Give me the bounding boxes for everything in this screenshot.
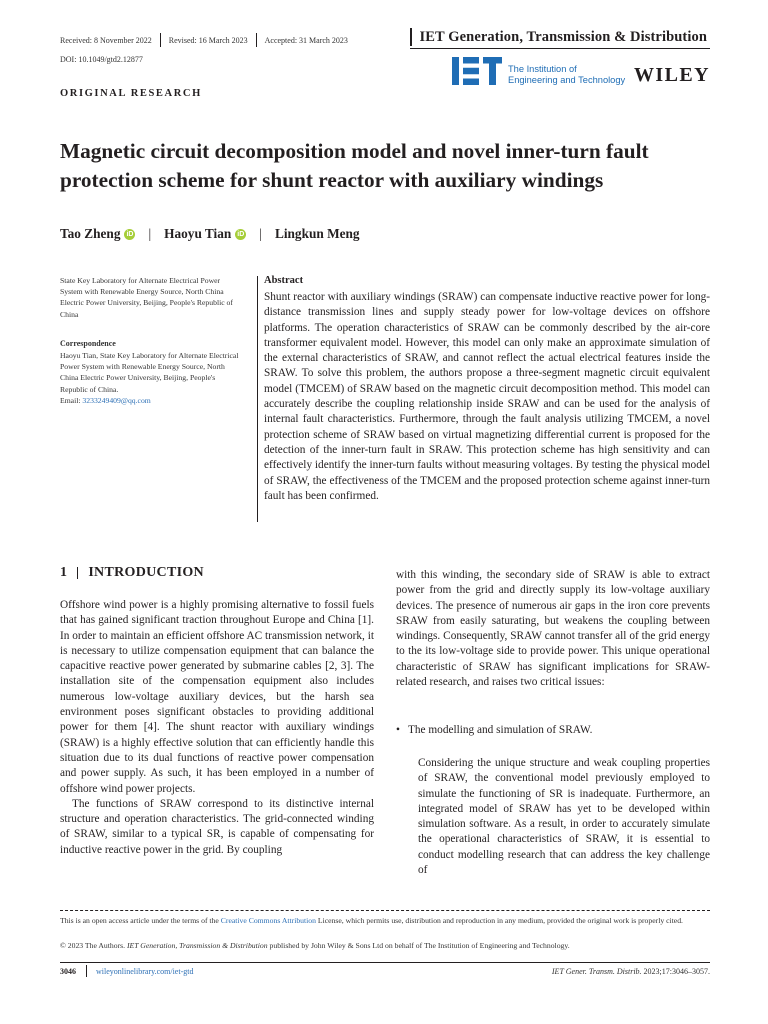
section-title: INTRODUCTION: [88, 565, 204, 580]
iet-logo-line1: The Institution of: [508, 64, 577, 74]
license-text: This is an open access article under the terms of the: [60, 916, 221, 925]
header-rule: [410, 48, 710, 49]
affiliation: State Key Laboratory for Alternate Electrical Power System with Renewable Energy Source, North China Electric Power University, Beijing, People's Republic of China: [60, 276, 233, 319]
email-label: Email:: [60, 395, 83, 405]
section-heading: [60, 565, 204, 581]
author-list: [60, 226, 360, 242]
copyright-text: © 2023 The Authors.: [60, 941, 127, 950]
date-divider: [256, 33, 257, 47]
correspondence: [60, 350, 240, 406]
indented-paragraph: Considering the unique structure and weak coupling properties of SRAW, the conventional model previously employed to simulate the functioning of SR is inadequate. Furthermore, an integrated model of SRAW has yet to be developed within simulation software. As a result, in order to accurately simulate the operational characteristics of SRAW, it is essential to conduct modelling research that can address the key challenge of: [418, 757, 710, 877]
copyright-journal: IET Generation, Transmission & Distribution: [126, 941, 268, 950]
body-paragraph: Offshore wind power is a highly promising alternative to fossil fuels that has gained significant traction throughout Europe and China [1]. In order to maintain an efficient offshore AC transmission network, it is necessary to utilize compensation equipment that can balance the capacitive reactive power generated by submarine cables [2, 3]. The installation site of the compensation equipment also includes numerous low-voltage auxiliary devices, but the harsh sea environment poses significant obstacles to providing additional power for them [4]. The shunt reactor with auxiliary windings (SRAW) is a highly effective solution that can efficiently handle this situation due to its dual functions of reactive power compensation and power supply. As such, it has been employed in a number of offshore wind power projects.: [60, 599, 374, 795]
body-left-column: [60, 598, 374, 858]
footer-divider: [86, 965, 87, 977]
copyright-note: [60, 940, 710, 951]
copyright-text: published by John Wiley & Sons Ltd on behalf of The Institution of Engineering and Technology.: [267, 941, 570, 950]
footer-dashed-rule: [60, 910, 710, 911]
iet-logo-text: [508, 64, 625, 85]
author-separator: |: [148, 226, 152, 241]
accepted-date: Accepted: 31 March 2023: [264, 35, 348, 45]
iet-logo-icon: [452, 57, 502, 85]
doi[interactable]: DOI: 10.1049/gtd2.12877: [60, 55, 143, 64]
received-date: Received: 8 November 2022: [60, 35, 152, 45]
date-divider: [160, 33, 161, 47]
iet-logo-line2: Engineering and Technology: [508, 74, 626, 85]
section-divider: [77, 567, 78, 579]
article-title: Magnetic circuit decomposition model and novel inner-turn fault protection scheme for shunt reactor with auxiliary windings: [60, 139, 649, 192]
journal-divider: [410, 28, 412, 46]
orcid-icon[interactable]: iD: [126, 230, 134, 238]
article-type-label: ORIGINAL RESEARCH: [60, 88, 202, 99]
abstract-divider: [257, 276, 258, 522]
correspondence-heading: Correspondence: [60, 339, 116, 348]
author-name[interactable]: Tao Zheng: [60, 226, 121, 241]
correspondence-text: Haoyu Tian, State Key Laboratory for Alternate Electrical Power System with Renewable Energy Source, North China Electric Power University, Beijing, People's Republic of China.: [60, 351, 239, 394]
email-link[interactable]: 3233249409@qq.com: [82, 395, 151, 405]
journal-header: [410, 28, 707, 46]
bullet-glyph: •: [396, 724, 400, 736]
page-number: 3046: [60, 967, 76, 976]
footer-citation: [552, 967, 710, 976]
abstract-text: Shunt reactor with auxiliary windings (SRAW) can compensate inductive reactive power for long-distance transmission lines and supply steady power for low-voltage devices on offshore platforms. The operation characteristics of SRAW can be commonly described by the air-core transformer equivalent model. However, this model can only make an approximate simulation of the external characteristics of SRAW, and cannot reflect the actual electrical features inside the SRAW. To solve this problem, the authors propose a three-segment magnetic circuit equivalent model (TMCEM) of SRAW based on the magnetic circuit decomposition method. This model can accurately describe the coupling relationship inside SRAW and can be used for the analysis of internal fault characteristics. Furthermore, through the fault analysis utilizing TMCEM, a novel protection scheme of SRAW based on virtual magnetizing differential current is proposed for the detection of the inner-turn fault in SRAW. This protection scheme has high sensitivity and can effectively identify the inner-turn faults without measuring voltages. By testing the physical model of SRAW, the effectiveness of the TMCEM and the proposed protection scheme against inner-turn fault has been confirmed.: [264, 291, 711, 502]
body-paragraph: with this winding, the secondary side of SRAW is able to extract power from the grid and directly supply its low-voltage auxiliary devices. The presence of numerous air gaps in the iron core prevents SRAW from easily saturating, but weakens the coupling between windings. Consequently, SRAW cannot transfer all of the grid energy to the its low-voltage side to provide power. This unique operational characteristic of SRAW has significant implications for SRAW-related research, and raises two critical issues:: [396, 569, 710, 689]
wiley-logo: WILEY: [634, 64, 710, 86]
footer-rule: [60, 962, 710, 963]
journal-url-link[interactable]: wileyonlinelibrary.com/iet-gtd: [96, 967, 194, 976]
orcid-icon[interactable]: iD: [237, 230, 245, 238]
journal-name[interactable]: IET Generation, Transmission & Distribution: [419, 28, 707, 45]
section-number: 1: [60, 565, 68, 580]
revised-date: Revised: 16 March 2023: [168, 35, 248, 45]
license-note: [60, 915, 710, 926]
abstract-heading: Abstract: [264, 275, 304, 286]
bullet-text: The modelling and simulation of SRAW.: [408, 724, 593, 736]
license-text: License, which permits use, distribution and reproduction in any medium, provided the original work is properly cited.: [315, 916, 683, 925]
license-link[interactable]: Creative Commons Attribution: [220, 916, 316, 925]
citation-journal: IET Gener. Transm. Distrib.: [551, 967, 642, 976]
author-name[interactable]: Lingkun Meng: [274, 226, 360, 241]
citation-details: 2023;17:3046–3057.: [641, 967, 710, 976]
body-right-column: [396, 568, 710, 690]
author-separator: |: [259, 226, 262, 241]
body-paragraph: The functions of SRAW correspond to its distinctive internal structure and operation characteristics. The grid-connected winding of SRAW, similar to a typical SR, is capable of compensating for inductive reactive power in the grid. By coupling: [60, 797, 374, 856]
article-dates: [60, 32, 348, 48]
bullet-item: [396, 723, 592, 738]
author-name[interactable]: Haoyu Tian: [164, 226, 232, 241]
